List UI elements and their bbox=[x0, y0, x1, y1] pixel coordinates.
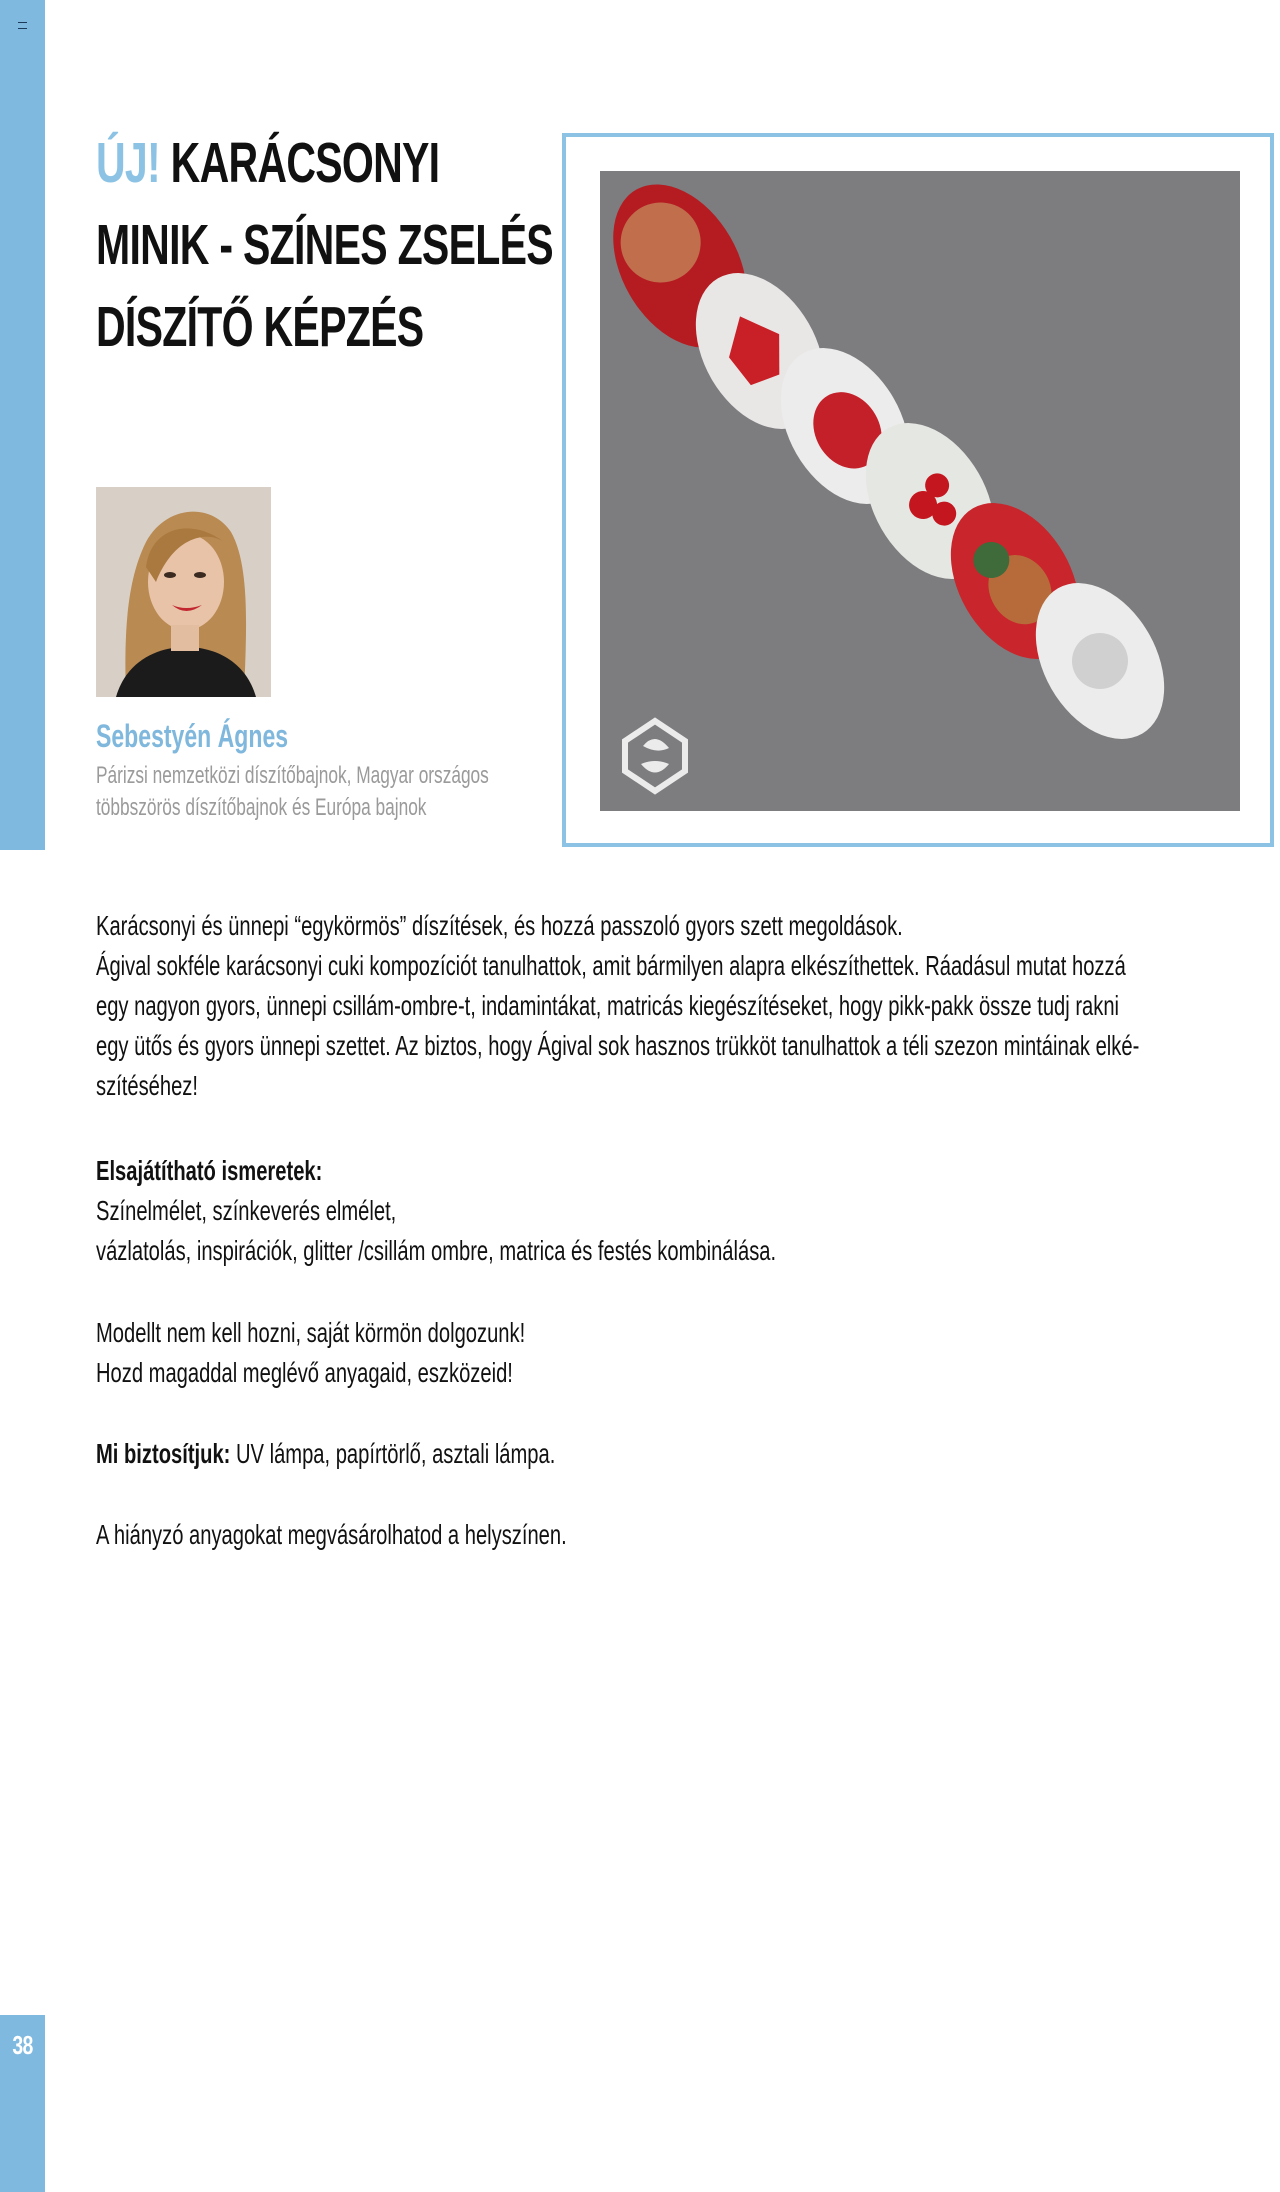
nail-art-illustration bbox=[600, 171, 1240, 811]
side-accent-bar bbox=[0, 0, 45, 850]
page-title bbox=[96, 122, 586, 368]
provided-items bbox=[96, 1434, 1176, 1474]
model-line-2: Hozd magaddal meglévő anyagaid, eszközeid! bbox=[96, 1357, 513, 1388]
skills-section bbox=[96, 1151, 1176, 1271]
author-name: Sebestyén Ágnes bbox=[96, 718, 289, 754]
provided-text: UV lámpa, papírtörlő, asztali lámpa. bbox=[230, 1438, 556, 1469]
intro-line-4: egy ütős és gyors ünnepi szettet. Az biztos, hogy Ágival sok hasznos trükköt tanulhattok a téli szezon mintáinak elké- bbox=[96, 1030, 1140, 1061]
model-note bbox=[96, 1313, 1176, 1393]
purchase-note: A hiányzó anyagokat megvásárolhatod a helyszínen. bbox=[96, 1519, 567, 1550]
author-bio-line-2: többszörös díszítőbajnok és Európa bajnok bbox=[96, 794, 427, 821]
skills-heading: Elsajátítható ismeretek: bbox=[96, 1155, 323, 1186]
author-bio-line-1: Párizsi nemzetközi díszítőbajnok, Magyar országos bbox=[96, 762, 489, 789]
provided-label: Mi biztosítjuk: bbox=[96, 1438, 231, 1469]
title-line-3: DÍSZÍTŐ KÉPZÉS bbox=[96, 295, 424, 359]
page-number: 38 bbox=[12, 2030, 33, 2060]
skills-line-2: vázlatolás, inspirációk, glitter /csillám ombre, matrica és festés kombinálása. bbox=[96, 1235, 777, 1266]
nail-art-photo bbox=[600, 171, 1240, 811]
intro-line-1: Karácsonyi és ünnepi “egykörmös” díszítések, és hozzá passzoló gyors szett megoldások. bbox=[96, 910, 903, 941]
intro-line-5: szítéséhez! bbox=[96, 1070, 198, 1101]
title-line-2: MINIK - SZÍNES ZSELÉS bbox=[96, 213, 553, 277]
intro-line-2: Ágival sokféle karácsonyi cuki kompozíciót tanulhattok, amit bármilyen alapra elkészíthettek. Ráadásul mutat hozzá bbox=[96, 950, 1126, 981]
skills-line-1: Színelmélet, színkeverés elmélet, bbox=[96, 1195, 397, 1226]
intro-paragraph bbox=[96, 906, 1176, 1106]
intro-line-3: egy nagyon gyors, ünnepi csillám-ombre-t, indamintákat, matricás kiegészítéseket, hogy pikk-pakk össze tudj rakni bbox=[96, 990, 1120, 1021]
new-label: ÚJ! bbox=[96, 131, 160, 195]
author-bio bbox=[96, 760, 521, 824]
title-line-1: KARÁCSONYI bbox=[159, 131, 440, 195]
model-line-1: Modellt nem kell hozni, saját körmön dolgozunk! bbox=[96, 1317, 526, 1348]
menu-icon[interactable] bbox=[18, 22, 27, 29]
portrait-illustration bbox=[96, 487, 271, 697]
author-portrait bbox=[96, 487, 271, 697]
